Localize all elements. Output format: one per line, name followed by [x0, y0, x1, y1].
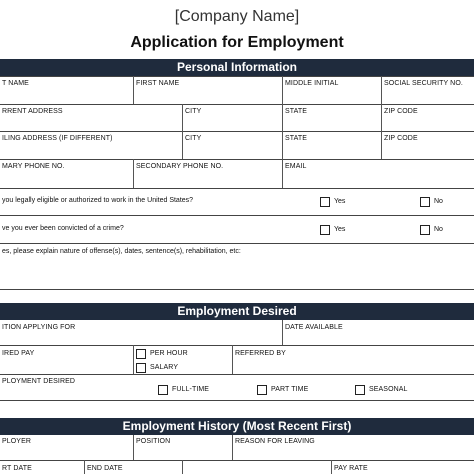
- section-employment-history: Employment History (Most Recent First): [0, 418, 474, 435]
- salary-label: SALARY: [150, 364, 179, 371]
- conviction-question: ve you ever been convicted of a crime?: [2, 225, 124, 232]
- full-time-checkbox[interactable]: [158, 385, 168, 395]
- date-available-field[interactable]: DATE AVAILABLE: [285, 324, 343, 331]
- convicted-no-checkbox[interactable]: [420, 225, 430, 235]
- row-divider: [0, 374, 474, 375]
- col-divider: [133, 435, 134, 460]
- part-time-checkbox[interactable]: [257, 385, 267, 395]
- row-divider: [0, 76, 474, 77]
- form-title: Application for Employment: [130, 34, 344, 51]
- ssn-field[interactable]: SOCIAL SECURITY NO.: [384, 80, 463, 87]
- row-divider: [0, 400, 474, 401]
- eligible-yes-checkbox[interactable]: [320, 197, 330, 207]
- full-time-label: FULL-TIME: [172, 386, 210, 393]
- col-divider: [381, 104, 382, 159]
- row-divider: [0, 159, 474, 160]
- col-divider: [282, 76, 283, 104]
- col-divider: [282, 159, 283, 188]
- employer-field[interactable]: PLOYER: [2, 438, 31, 445]
- employment-desired-label: PLOYMENT DESIRED: [2, 378, 76, 385]
- state-field[interactable]: STATE: [285, 108, 308, 115]
- part-time-label: PART TIME: [271, 386, 309, 393]
- mailing-city-field[interactable]: CITY: [185, 135, 202, 142]
- mailing-address-field[interactable]: ILING ADDRESS (IF DIFFERENT): [2, 135, 113, 142]
- row-divider: [0, 188, 474, 189]
- col-divider: [84, 460, 85, 474]
- col-divider: [381, 76, 382, 104]
- email-field[interactable]: EMAIL: [285, 163, 307, 170]
- mailing-zip-field[interactable]: ZIP CODE: [384, 135, 418, 142]
- col-divider: [133, 76, 134, 104]
- col-divider: [133, 345, 134, 374]
- row-divider: [0, 460, 474, 461]
- section-employment-desired: Employment Desired: [0, 303, 474, 320]
- row-divider: [0, 243, 474, 244]
- eligible-no-label: No: [434, 198, 443, 205]
- primary-phone-field[interactable]: MARY PHONE NO.: [2, 163, 65, 170]
- history-position-field[interactable]: POSITION: [136, 438, 171, 445]
- start-date-field[interactable]: RT DATE: [2, 465, 32, 472]
- convicted-yes-checkbox[interactable]: [320, 225, 330, 235]
- row-divider: [0, 345, 474, 346]
- first-name-field[interactable]: FIRST NAME: [136, 80, 180, 87]
- pay-rate-field[interactable]: PAY RATE: [334, 465, 368, 472]
- per-hour-label: PER HOUR: [150, 350, 188, 357]
- col-divider: [182, 460, 183, 474]
- col-divider: [282, 104, 283, 159]
- salary-checkbox[interactable]: [136, 363, 146, 373]
- reason-for-leaving-field[interactable]: REASON FOR LEAVING: [235, 438, 315, 445]
- col-divider: [232, 435, 233, 460]
- position-applying-field[interactable]: ITION APPLYING FOR: [2, 324, 76, 331]
- city-field[interactable]: CITY: [185, 108, 202, 115]
- per-hour-checkbox[interactable]: [136, 349, 146, 359]
- eligibility-question: you legally eligible or authorized to work in the United States?: [2, 197, 194, 204]
- end-date-field[interactable]: END DATE: [87, 465, 123, 472]
- conviction-explanation-field[interactable]: es, please explain nature of offense(s), dates, sentence(s), rehabilitation, etc:: [2, 248, 241, 255]
- convicted-no-label: No: [434, 226, 443, 233]
- last-name-field[interactable]: T NAME: [2, 80, 29, 87]
- middle-initial-field[interactable]: MIDDLE INITIAL: [285, 80, 339, 87]
- seasonal-checkbox[interactable]: [355, 385, 365, 395]
- row-divider: [0, 104, 474, 105]
- col-divider: [282, 320, 283, 345]
- company-name: [Company Name]: [174, 8, 300, 25]
- mailing-state-field[interactable]: STATE: [285, 135, 308, 142]
- secondary-phone-field[interactable]: SECONDARY PHONE NO.: [136, 163, 224, 170]
- section-personal-information: Personal Information: [0, 59, 474, 76]
- eligible-no-checkbox[interactable]: [420, 197, 430, 207]
- col-divider: [182, 104, 183, 159]
- seasonal-label: SEASONAL: [369, 386, 408, 393]
- eligible-yes-label: Yes: [334, 198, 346, 205]
- referred-by-field[interactable]: REFERRED BY: [235, 350, 286, 357]
- row-divider: [0, 131, 474, 132]
- zip-field[interactable]: ZIP CODE: [384, 108, 418, 115]
- col-divider: [133, 159, 134, 188]
- row-divider: [0, 289, 474, 290]
- col-divider: [331, 460, 332, 474]
- current-address-field[interactable]: RRENT ADDRESS: [2, 108, 63, 115]
- col-divider: [232, 345, 233, 374]
- row-divider: [0, 215, 474, 216]
- desired-pay-field[interactable]: IRED PAY: [2, 350, 35, 357]
- convicted-yes-label: Yes: [334, 226, 346, 233]
